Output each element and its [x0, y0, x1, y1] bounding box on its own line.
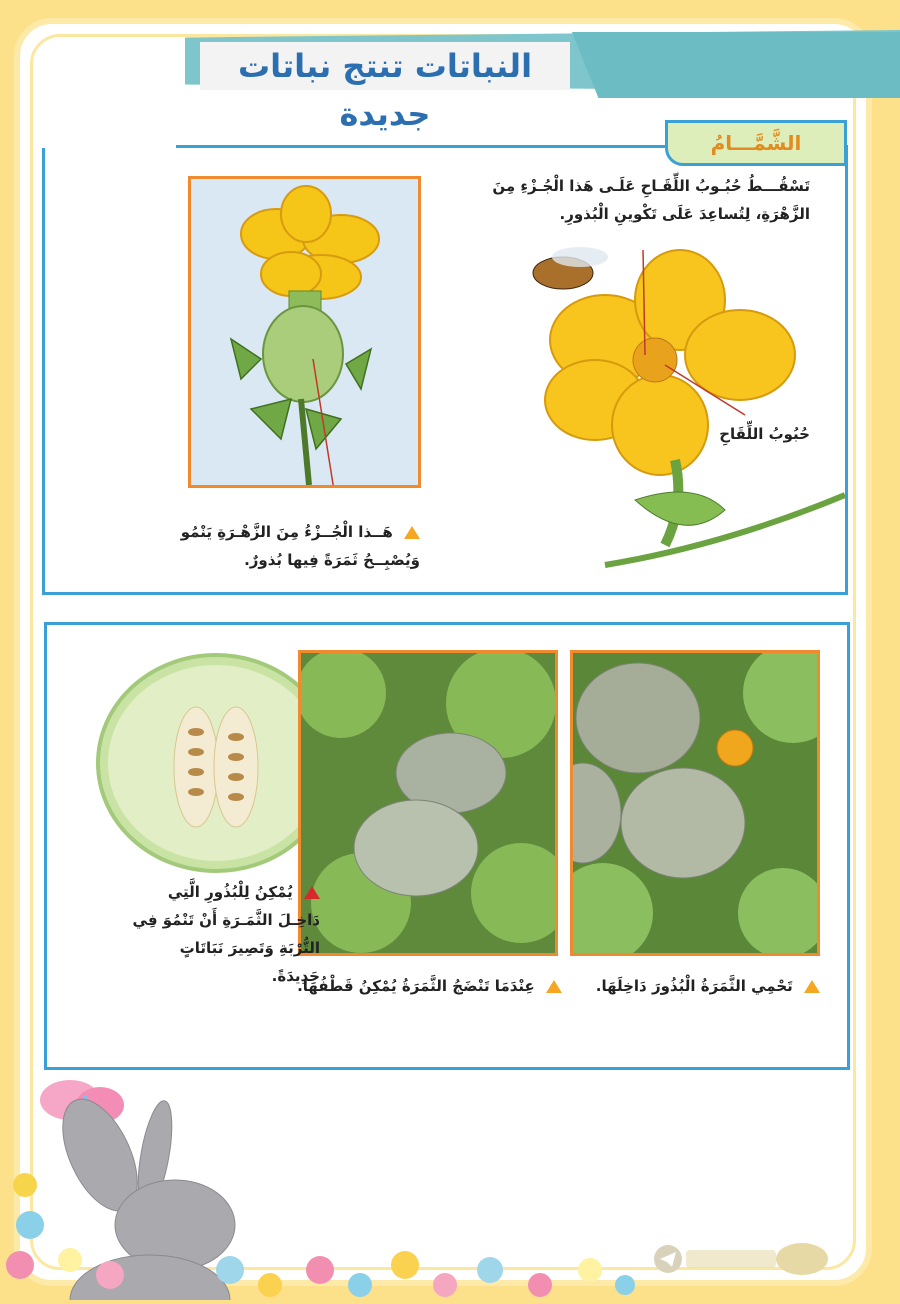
pollen-caption: تَسْقُـــطُ حُبُـوبُ اللِّقَـاحِ عَلَـى هَذا الْجُـزْءِ مِنَ الزَّهْرَةِ، لِتُساعِدَ عَلَى تَكْوينِ الْبُذورِ.: [492, 177, 810, 223]
footer-badges: [650, 1240, 830, 1278]
section-tab-label: الشَّمَّـــامُ: [710, 131, 802, 155]
triangle-bullet-icon: [546, 980, 562, 993]
triangle-bullet-icon: [304, 886, 320, 899]
bee-icon: [533, 247, 608, 289]
decorative-illustration: [0, 1075, 640, 1300]
page-title: النباتات تنتج نباتات جديدة: [237, 47, 533, 133]
fruit-growth-caption: هَــذا الْجُــزْءُ مِنَ الزَّهْـرَةِ يَنْمُو وَيُصْبِــحُ ثَمَرَةً فِيها بُذورٌ.: [180, 523, 420, 569]
triangle-bullet-icon: [404, 526, 420, 539]
triangle-bullet-icon: [804, 980, 820, 993]
melon-vine-photo: [570, 650, 820, 956]
ripe-melon-photo: [298, 650, 558, 956]
title-ribbon: [572, 32, 900, 98]
male-flower-image: [525, 245, 845, 590]
protect-caption: تَحْمِي الثَّمَرَةُ الْبُذُورَ دَاخِلَهَا.: [590, 972, 820, 1000]
ripe-caption: عِنْدَمَا تَنْضَجُ الثَّمَرَةُ يُمْكِنُ قَطْفُهَا.: [292, 972, 562, 1000]
pollen-label: حُبُوبُ اللِّقَاحِ: [719, 425, 810, 443]
presentation-badge-icon: [776, 1243, 828, 1275]
female-flower-image: [188, 176, 421, 488]
seeds-caption: يُمْكِنُ لِلْبُذُورِ الَّتِي دَاخِـلَ الثَّمَـرَةِ أَنْ تَنْمُوَ فِي التُّرْبَةِ وَتَصِيرَ نَبَاتَاتٍ جَدِيدَةً.: [132, 883, 320, 985]
